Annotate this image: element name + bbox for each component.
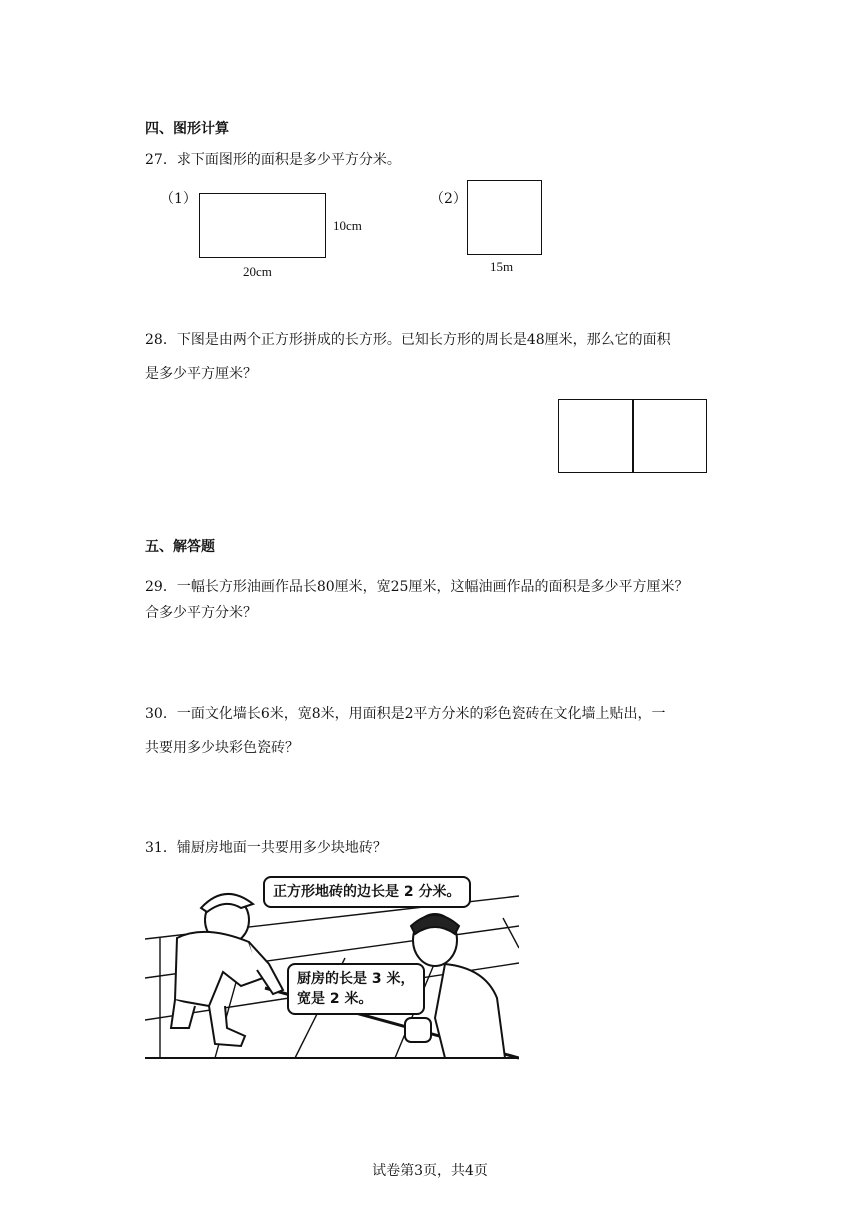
- question-30-line-2: 共要用多少块彩色瓷砖？: [145, 740, 299, 756]
- question-29-line-1: 29．一幅长方形油画作品长80厘米，宽25厘米，这幅油画作品的面积是多少平方厘米？: [145, 579, 689, 595]
- page-footer: 试卷第3页，共4页: [372, 1163, 488, 1179]
- question-27-text: 27．求下面图形的面积是多少平方分米。: [145, 152, 401, 168]
- question-30-line-1: 30．一面文化墙长6米，宽8米，用面积是2平方分米的彩色瓷砖在文化墙上贴出，一: [145, 706, 666, 722]
- square-figure-2: [467, 180, 542, 255]
- section-title-5: 五、解答题: [145, 539, 215, 555]
- figure-1-label: （1）: [160, 191, 197, 207]
- question-28-line-2: 是多少平方厘米？: [145, 366, 257, 382]
- speech-bubble-kitchen-length: 厨房的长是 3 米，: [297, 971, 415, 987]
- speech-bubble-kitchen-width: 宽是 2 米。: [297, 991, 373, 1007]
- boy-figure: [171, 894, 283, 1046]
- section-title-4: 四、图形计算: [145, 121, 229, 137]
- square-divider-line: [632, 399, 634, 473]
- question-29-line-2: 合多少平方分米？: [145, 605, 257, 621]
- figure-2-label: （2）: [430, 191, 467, 207]
- question-28-line-1: 28．下图是由两个正方形拼成的长方形。已知长方形的周长是48厘米，那么它的面积: [145, 332, 671, 348]
- figure-1-height-label: 10cm: [333, 218, 362, 233]
- speech-bubble-tile-size: 正方形地砖的边长是 2 分米。: [263, 876, 471, 908]
- question-31-text: 31．铺厨房地面一共要用多少块地砖？: [145, 840, 387, 856]
- figure-2-side-label: 15m: [490, 259, 514, 274]
- speech-bubble-kitchen-size: [287, 963, 425, 1015]
- figure-1-width-label: 20cm: [243, 264, 272, 279]
- rectangle-figure-1: [199, 193, 326, 258]
